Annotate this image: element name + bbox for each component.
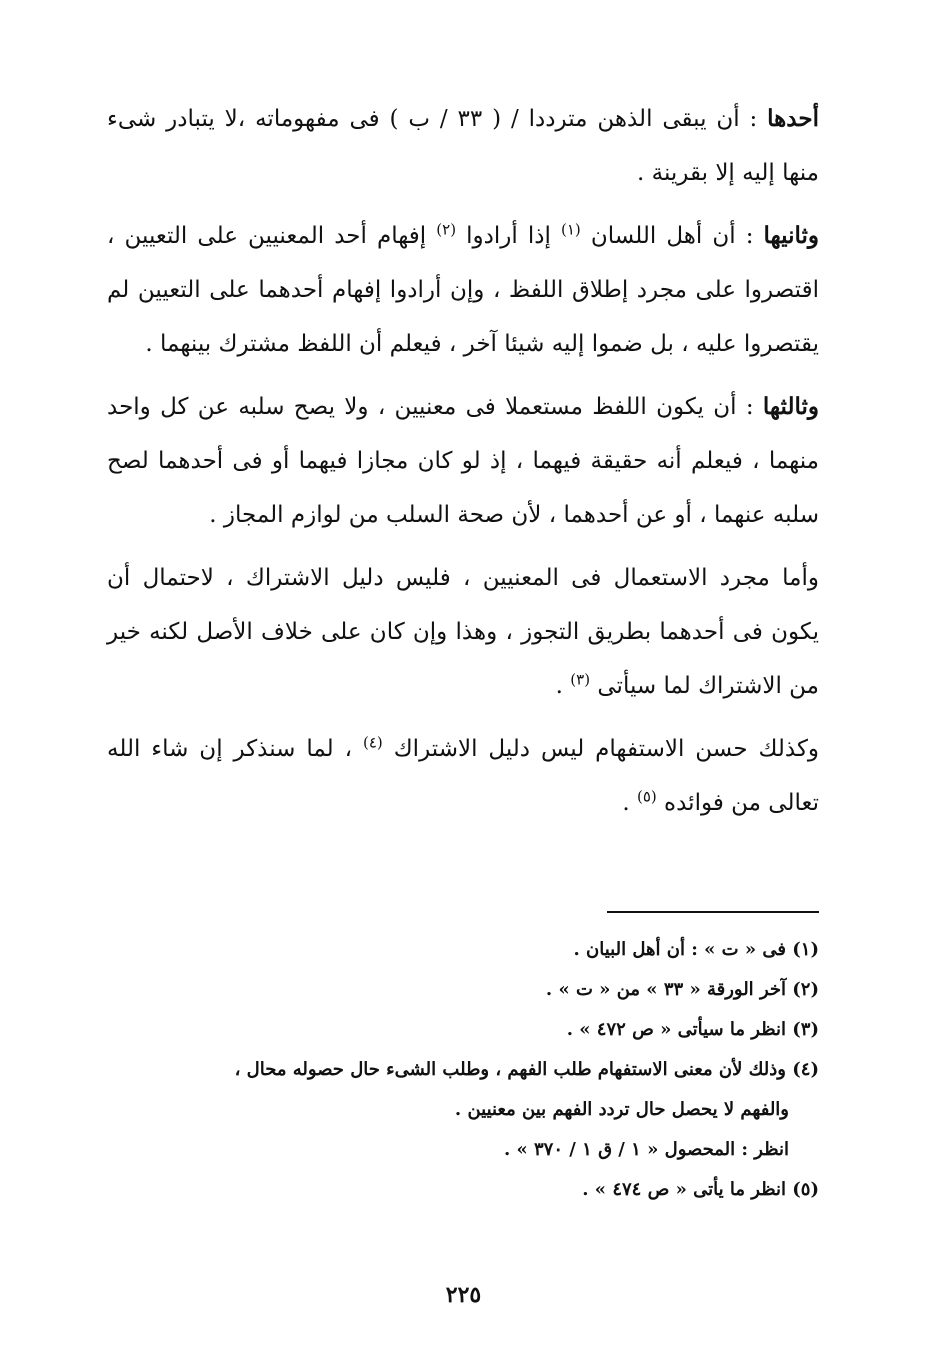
paragraph-text: ، لما سنذكر إن شاء الله تعالى من فوائده: [107, 736, 819, 816]
main-text: [107, 92, 819, 839]
footnote-4-continuation: والفهم لا يحصل حال تردد الفهم بين معنيين .: [454, 1099, 789, 1120]
footnotes: [107, 930, 819, 1210]
paragraph-text: .: [622, 790, 637, 816]
footnote-ref-3[interactable]: (٣): [570, 670, 591, 689]
paragraph-text: إذا أرادوا: [456, 223, 561, 249]
paragraph-text: وكذلك حسن الاستفهام ليس دليل الاشتراك: [382, 736, 819, 762]
footnote-ref-5[interactable]: (٥): [636, 787, 657, 806]
footnote-2: (٢) آخر الورقة « ٣٣ » من « ت » .: [545, 979, 819, 1000]
paragraph-first: [107, 92, 819, 200]
paragraph-text: : أن يكون اللفظ مستعملا فى معنيين ، ولا يصح سلبه عن كل واحد منهما ، فيعلم أنه حقيقة فيهما ، إذ لو كان مجازا فيهما أو فى أحدهما لصح سلبه عنهما ، أو عن أحدهما ، لأن صحة السلب من لوازم المجاز .: [107, 394, 819, 528]
footnote-ref-2[interactable]: (٢): [436, 220, 457, 239]
paragraph-text: وأما مجرد الاستعمال فى المعنيين ، فليس دليل الاشتراك ، لاحتمال أن يكون فى أحدهما بطريق التجوز ، وهذا وإن كان على خلاف الأصل لكنه خير من الاشتراك لما سيأتى: [107, 565, 819, 699]
lead-word-second: وثانيها: [763, 222, 819, 249]
paragraph-fifth: [107, 722, 819, 830]
lead-word-first: أحدها: [767, 105, 819, 132]
footnote-ref-4[interactable]: (٤): [363, 733, 383, 752]
footnote-ref-1[interactable]: (١): [560, 220, 581, 239]
paragraph-text: : أن أهل اللسان: [580, 223, 764, 249]
footnote-1: (١) فى « ت » : أن أهل البيان .: [573, 939, 819, 960]
lead-word-third: وثالثها: [762, 393, 819, 420]
paragraph-second: [107, 209, 819, 371]
footnote-4-reference: انظر : المحصول « ١ / ق ١ / ٣٧٠ » .: [503, 1139, 789, 1160]
footnote-5: (٥) انظر ما يأتى « ص ٤٧٤ » .: [582, 1179, 819, 1200]
paragraph-text: إفهام أحد المعنيين على التعيين ، اقتصروا على مجرد إطلاق اللفظ ، وإن أرادوا إفهام أحدهما على التعيين لم يقتصروا عليه ، بل ضموا إليه شيئا آخر ، فيعلم أن اللفظ مشترك بينهما .: [107, 223, 819, 357]
footnote-4: (٤) وذلك لأن معنى الاستفهام طلب الفهم ، وطلب الشىء حال حصوله محال ،: [234, 1059, 819, 1080]
paragraph-fourth: [107, 551, 819, 713]
paragraph-text: .: [555, 673, 571, 699]
footnote-divider: [607, 911, 819, 913]
page-number: ٢٢٥: [445, 1282, 482, 1308]
paragraph-third: [107, 380, 819, 542]
footnote-3: (٣) انظر ما سيأتى « ص ٤٧٢ » .: [566, 1019, 819, 1040]
paragraph-text: : أن يبقى الذهن مترددا / ( ٣٣ / ب ) فى مفهوماته ،لا يتبادر شىء منها إليه إلا بقرينة .: [107, 106, 819, 186]
